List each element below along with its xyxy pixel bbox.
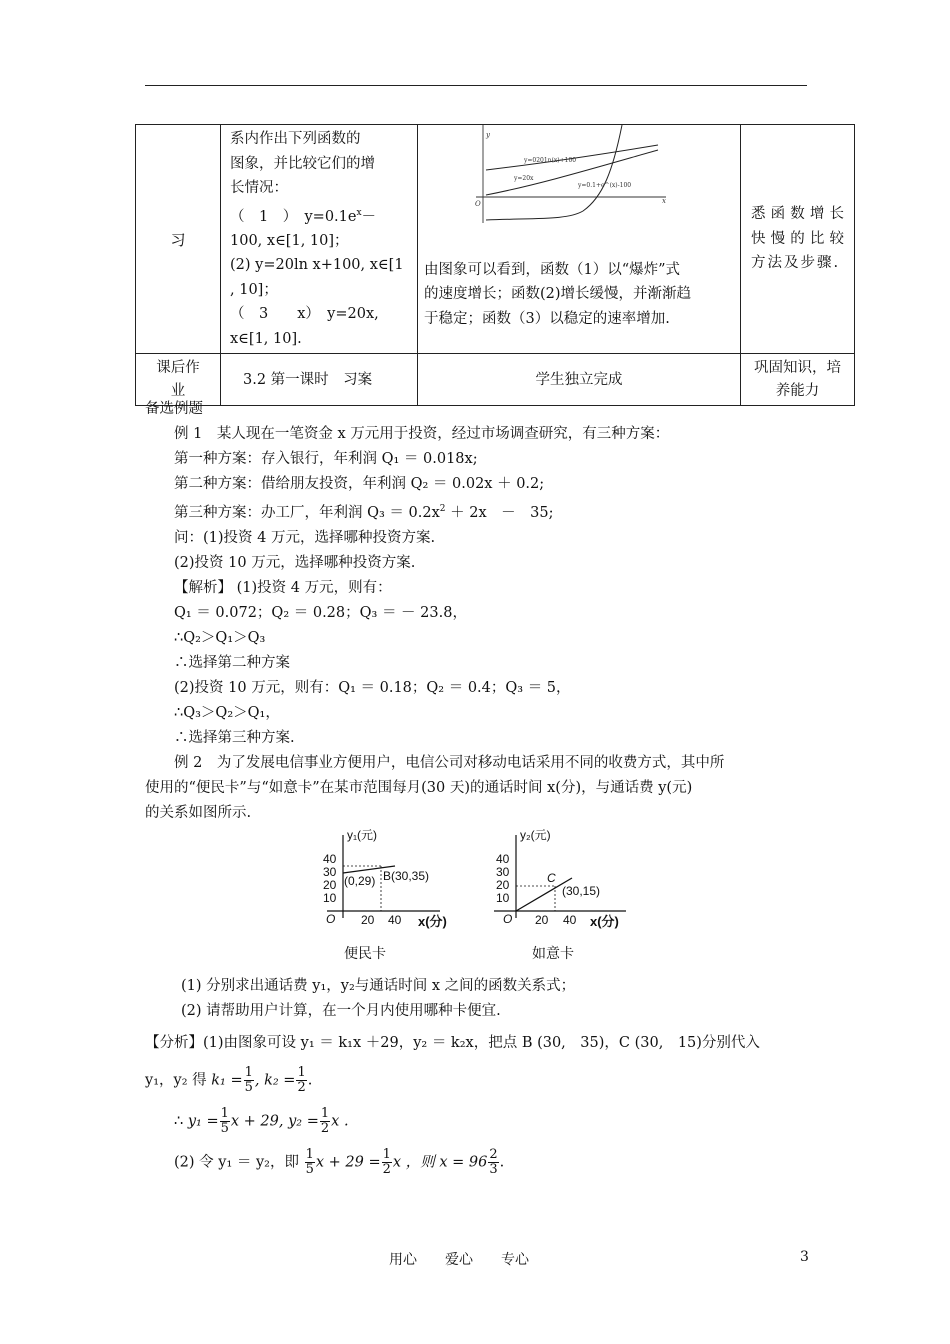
fraction: $\frac{1}{5}$ [305,1147,314,1177]
goal-cell: 悉函数增长快慢的比较方法及步骤. [741,125,855,354]
y-tick-label: 10 [496,891,510,905]
task-line: 系内作出下列函数的 [230,131,361,147]
y-tick-label: 20 [496,878,510,892]
curve2-label: y=20x [514,175,534,182]
fraction: $\frac{1}{2}$ [382,1147,391,1177]
y-axis-label: y [486,131,490,139]
point-b-label: B(30,35) [383,869,430,883]
task-line: (2) y=20ln x+100, x∈[1 [230,257,404,274]
example1-intro: 例 1 某人现在一笔资金 x 万元用于投资，经过市场调查研究，有三种方案： [174,426,670,442]
y-tick-label: 10 [323,891,337,905]
example2-line: 例 2 为了发展电信事业方便用户，电信公司对移动电话采用不同的收费方式，其中所 [174,754,725,771]
point-c-label: C [547,871,556,885]
stage-cell: 课后作业 [136,354,221,406]
example1-plan2: 第二种方案：借给朋友投资，年利润 Q₂ ＝ 0.02x ＋ 0.2; [174,476,545,492]
task-line: , 10]； [230,281,278,298]
task-line: x∈[1, 10]. [230,330,302,347]
task-line: （ 3 x） y=20x, [230,306,379,323]
graph-caption: 便民卡 [344,945,386,961]
example2-content [145,974,810,1177]
fraction: $\frac{1}{2}$ [320,1106,330,1136]
example2-line: 使用的“便民卡”与“如意卡”在某市范围每月(30 天)的通话时间 x(分)，与通话费 y(元) [145,779,693,796]
y-axis-label: y₁(元) [347,828,378,842]
x-axis-label: x(分) [418,914,447,929]
goal-cell: 巩固知识，培养能力 [741,354,855,406]
graph-ruyika [494,828,626,961]
task-cell: 3.2 第一课时 习案 [221,354,418,406]
example2-analysis-line: ∴ y₁ = $\frac{1}{5}$ x + 29, y₂ = $\frac{1}{2}$ x . [174,1106,349,1136]
example1-solution-line: ∴Q₂＞Q₁＞Q₃ [174,629,266,646]
x-tick-label: 40 [563,913,577,927]
example2-analysis-line: (2) 令 y₁ ＝ y₂，即 $\frac{1}{5}$ x + 29 = $\frac{1}{2}$ x ，则 x = 96 $\frac{2}{3}$ . [174,1147,505,1177]
graph-bianminka [323,828,447,961]
origin-label: O [475,200,481,208]
example2-analysis-line: y₁，y₂ 得 k₁ = $\frac{1}{5}$ , k₂ = $\frac{1}{2}$ . [145,1065,313,1095]
y-tick-label: 20 [323,878,337,892]
graph-caption: 如意卡 [532,945,574,961]
page-number: 3 [800,1249,809,1265]
task-line: 长情况： [230,180,288,196]
x-tick-label: 40 [388,913,402,927]
x-tick-label: 20 [535,913,549,927]
task-line: （ 1 ） $y=0.1e^x-$ [230,207,377,225]
result-cell: 学生独立完成 [418,354,741,406]
example1-solution-line: ∴Q₃＞Q₂＞Q₁， [174,704,280,721]
point-a-label: (0,29) [344,874,376,888]
y-tick-label: 40 [323,852,337,866]
origin-label: O [503,912,513,926]
example1-solution-line: ∴选择第三种方案. [174,729,295,746]
example1-solution-line: ∴选择第二种方案 [174,654,290,671]
x-axis-label: x(分) [590,914,619,929]
fraction: $\frac{1}{5}$ [220,1106,229,1136]
footer-motto: 用心 爱心 专心 [389,1252,529,1268]
result-line: 由图象可以看到，函数（1）以“爆炸”式 [424,261,681,278]
y-tick-label: 40 [496,852,510,866]
example2-question1: (1) 分别求出通话费 y₁，y₂与通话时间 x 之间的函数关系式； [181,978,576,994]
example1-plan1: 第一种方案：存入银行，年利润 Q₁ ＝ 0.018x; [174,451,478,467]
example2-line: 的关系如图所示. [145,804,252,821]
example1-solution-head: 【解析】 (1)投资 4 万元，则有： [174,579,392,596]
fraction: $\frac{2}{3}$ [489,1147,498,1177]
curve1-label: y=0201n(x)+100 [524,157,577,164]
x-axis-label: x [662,197,666,205]
example1-question2: (2)投资 10 万元，选择哪种投资方案. [174,554,416,571]
curve3-label: y=0.1+e^(x)-100 [578,182,632,189]
task-line: 图象，并比较它们的增 [230,155,375,172]
x-tick-label: 20 [361,913,375,927]
example1-plan3: 第三种方案：办工厂，年利润 $Q_3 = 0.2x^2 + 2x$ － 35; [174,504,554,521]
y-tick-label: 30 [496,865,510,879]
point-c-coord-label: (30,15) [562,884,601,898]
y-axis-label: y₂(元) [520,828,551,842]
section-title: 备选例题 [145,401,203,417]
fraction: $\frac{1}{2}$ [297,1065,306,1095]
task-line: 100, x∈[1, 10]； [230,232,349,249]
example1-question1: 问：(1)投资 4 万元，选择哪种投资方案. [174,529,436,546]
fraction: $\frac{1}{5}$ [244,1065,253,1095]
result-line: 于稳定；函数（3）以稳定的速率增加. [424,310,670,327]
example2-question2: (2) 请帮助用户计算，在一个月内使用哪种卡便宜. [181,1003,501,1019]
stage-cell: 习 [136,125,221,354]
example1-solution-line: Q₁ ＝ 0.072；Q₂ ＝ 0.28；Q₃ ＝ － 23.8， [174,604,467,621]
origin-label: O [326,912,336,926]
result-line: 的速度增长；函数(2)增长缓慢，并渐渐趋 [424,286,692,302]
example1-solution-line: (2)投资 10 万元，则有：Q₁ ＝ 0.18；Q₂ ＝ 0.4；Q₃ ＝ 5， [174,679,571,696]
example2-analysis-line: 【分析】(1)由图象可设 y₁ ＝ k₁x ＋29，y₂ ＝ k₂x，把点 B (30, 35)，C (30, 15)分别代入 [145,1035,760,1051]
y-tick-label: 30 [323,865,337,879]
